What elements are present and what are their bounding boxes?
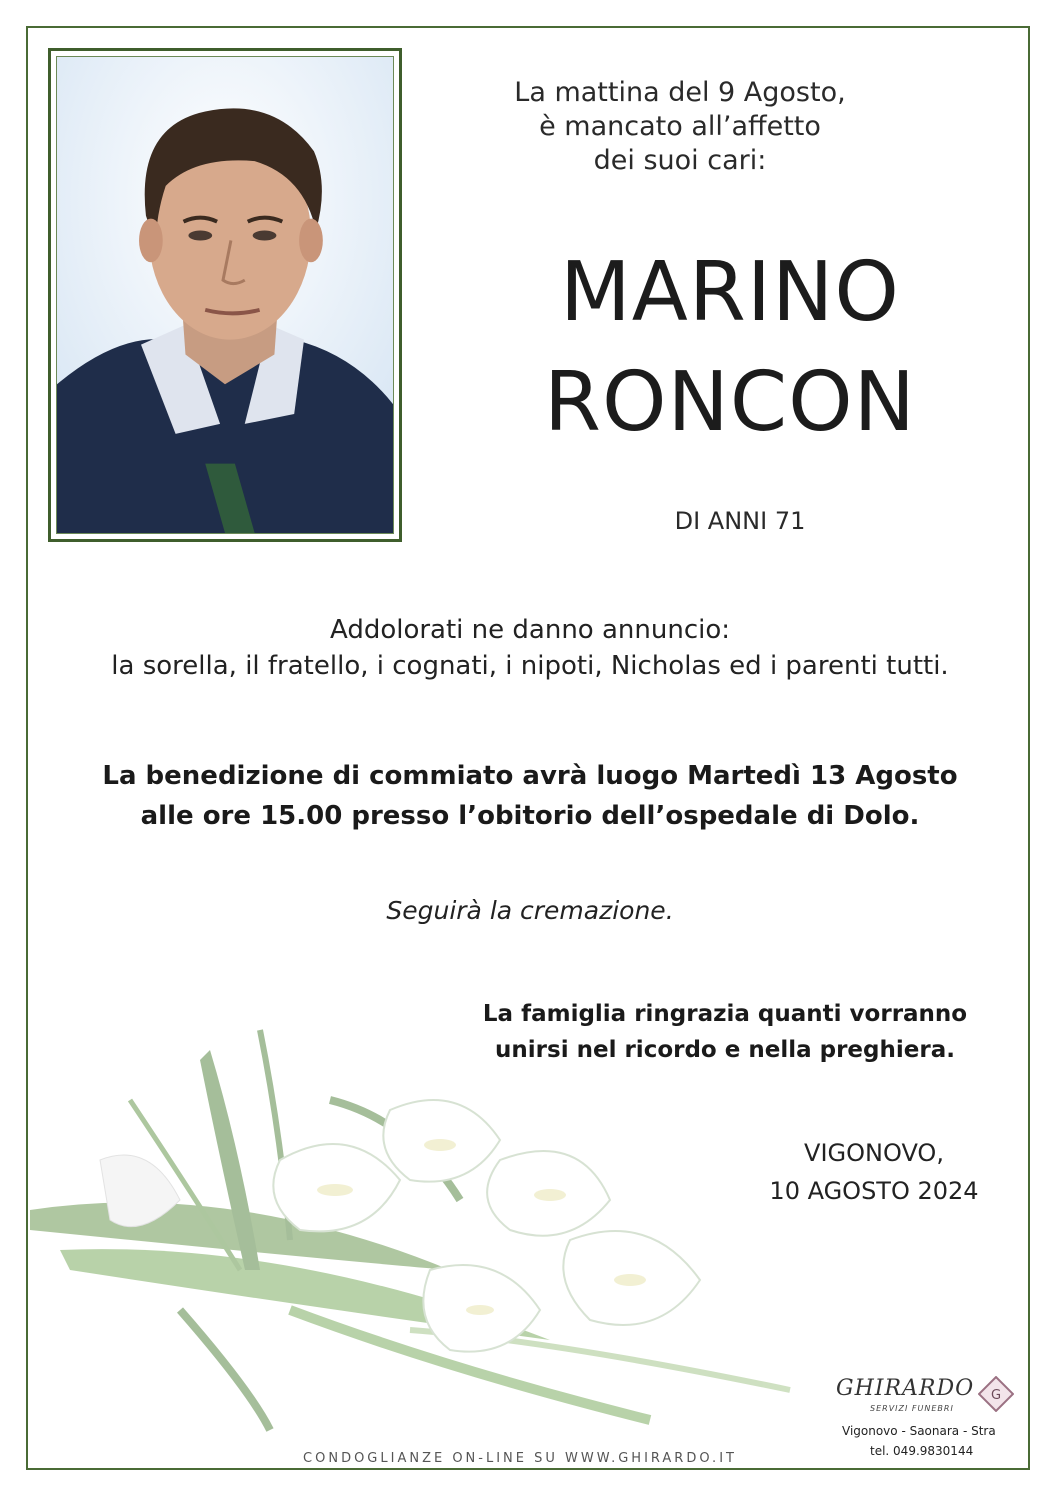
ceremony-line-1: La benedizione di commiato avrà luogo Martedì 13 Agosto [102, 761, 958, 791]
first-name: MARINO [560, 245, 900, 340]
intro-line-3: dei suoi cari: [593, 145, 767, 176]
condolences-footer[interactable]: CONDOGLIANZE ON-LINE SU WWW.GHIRARDO.IT [303, 1451, 737, 1466]
funeral-home-logo [836, 1374, 1016, 1464]
thanks-line-2: unirsi nel ricordo e nella preghiera. [495, 1037, 955, 1063]
announcement-line-1: Addolorati ne danno annuncio: [329, 615, 731, 645]
calla-lily-bouquet-icon [30, 1010, 850, 1440]
ceremony-info [60, 756, 1000, 836]
age-text: DI ANNI 71 [674, 507, 806, 535]
deceased-name [430, 238, 1030, 458]
intro-line-2: è mancato all’affetto [539, 111, 821, 142]
place-date [740, 1134, 1008, 1210]
thanks-text [450, 996, 1000, 1068]
last-name: RONCON [544, 355, 916, 450]
funeral-home-phone: tel. 049.9830144 [870, 1444, 974, 1458]
portrait-photo [56, 56, 394, 534]
funeral-home-towns: Vigonovo - Saonara - Stra [842, 1424, 996, 1438]
announcement-line-2: la sorella, il fratello, i cognati, i nipoti, Nicholas ed i parenti tutti. [111, 651, 949, 681]
ceremony-line-2: alle ore 15.00 presso l’obitorio dell’ospedale di Dolo. [140, 801, 920, 831]
cremation-note: Seguirà la cremazione. [386, 896, 674, 925]
date: 10 AGOSTO 2024 [769, 1177, 979, 1205]
funeral-home-subtitle: SERVIZI FUNEBRI [870, 1404, 954, 1413]
portrait-frame [48, 48, 402, 542]
announcement [60, 612, 1000, 684]
thanks-line-1: La famiglia ringrazia quanti vorranno [482, 1001, 968, 1027]
intro-text [470, 76, 890, 178]
place: VIGONOVO, [804, 1139, 944, 1167]
diamond-monogram-icon [978, 1376, 1014, 1412]
funeral-home-name: GHIRARDO [836, 1376, 975, 1401]
intro-line-1: La mattina del 9 Agosto, [514, 77, 846, 108]
monogram-letter: G [990, 1388, 1002, 1403]
